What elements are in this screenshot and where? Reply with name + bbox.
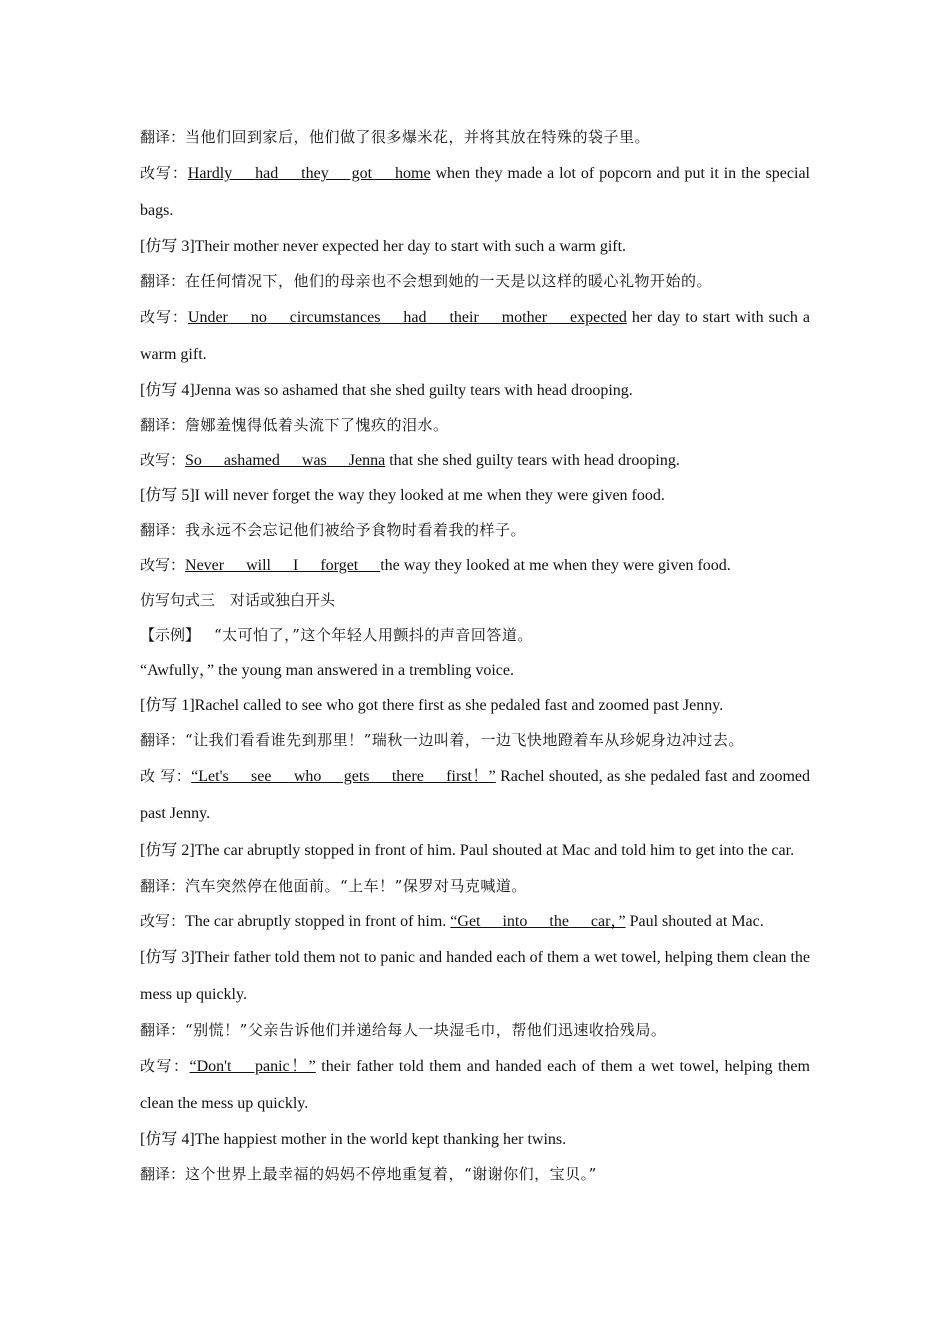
rewrite-answer: “Get into the car，”: [450, 913, 626, 930]
s4-prompt: [仿写 4]Jenna was so ashamed that she shed guilty tears with head drooping.: [140, 382, 633, 399]
translation-label: 翻译：: [140, 1021, 186, 1039]
rewrite-label: 改写：: [140, 556, 186, 574]
example-zh-text: “太可怕了，”这个年轻人用颤抖的声音回答道。: [214, 626, 533, 644]
rewrite-rest: Paul shouted at Mac.: [625, 913, 764, 930]
t3-prompt: [仿写 3]Their father told them not to panic and handed each of them a wet towel, helping them clean the mess up quickly.: [140, 949, 810, 1003]
rewrite-label: 改写：: [140, 308, 188, 326]
s5-rewrite: [140, 548, 810, 583]
t2-translation: [140, 869, 810, 904]
translation-label: 翻译：: [140, 272, 186, 290]
s3-translation: [140, 264, 810, 299]
rewrite-rest: that she shed guilty tears with head drooping.: [385, 452, 680, 469]
s4-translation: [140, 408, 810, 443]
s4-rewrite: [140, 443, 810, 478]
t1-translation: [140, 723, 810, 758]
document-page: [140, 120, 810, 1192]
t3-rewrite: [140, 1048, 810, 1122]
rewrite-answer: “Let's see who gets there first！”: [191, 768, 496, 785]
rewrite-label: 改 写：: [140, 767, 192, 785]
example-label: 【示例】: [140, 626, 201, 644]
example-en: “Awfully，” the young man answered in a trembling voice.: [140, 662, 514, 679]
translation-label: 翻译：: [140, 128, 186, 146]
rewrite-label: 改写：: [140, 164, 188, 182]
rewrite-answer: Never will I forget: [185, 557, 381, 574]
translation-text: 詹娜羞愧得低着头流下了愧疚的泪水。: [185, 416, 449, 434]
rewrite-rest: Rachel shouted, as she pedaled fast and zoomed past Jenny.: [140, 768, 810, 822]
translation-label: 翻译：: [140, 1165, 186, 1183]
translation-label: 翻译：: [140, 731, 186, 749]
rewrite-rest: the way they looked at me when they were given food.: [380, 557, 731, 574]
rewrite-label: 改写：: [140, 1057, 190, 1075]
t3-translation: [140, 1013, 810, 1048]
s5-prompt: [仿写 5]I will never forget the way they looked at me when they were given food.: [140, 487, 665, 504]
s2-rewrite: [140, 155, 810, 229]
rewrite-rest: her day to start with such a warm gift.: [140, 309, 810, 363]
t1-prompt: [仿写 1]Rachel called to see who got there first as she pedaled fast and zoomed past Jenny.: [140, 697, 724, 714]
translation-text: 这个世界上最幸福的妈妈不停地重复着，“谢谢你们，宝贝。”: [185, 1165, 597, 1183]
translation-text: “让我们看看谁先到那里！”瑞秋一边叫着，一边飞快地蹬着车从珍妮身边冲过去。: [185, 731, 744, 749]
section-heading: 仿写句式三 对话或独白开头: [140, 591, 336, 609]
rewrite-answer: “Don't panic！”: [189, 1058, 316, 1075]
rewrite-label: 改写：: [140, 912, 186, 930]
t2-rewrite: [140, 904, 810, 939]
rewrite-rest: when they made a lot of popcorn and put it in the special bags.: [140, 165, 810, 219]
s3-prompt: [仿写 3]Their mother never expected her day to start with such a warm gift.: [140, 238, 627, 255]
s5-translation: [140, 513, 810, 548]
translation-label: 翻译：: [140, 877, 186, 895]
t4-prompt: [仿写 4]The happiest mother in the world kept thanking her twins.: [140, 1131, 567, 1148]
rewrite-answer: Hardly had they got home: [187, 165, 431, 182]
example-zh: [140, 618, 810, 653]
translation-text: 当他们回到家后，他们做了很多爆米花，并将其放在特殊的袋子里。: [185, 128, 651, 146]
translation-label: 翻译：: [140, 521, 186, 539]
rewrite-answer: So ashamed was Jenna: [185, 452, 386, 469]
rewrite-rest: their father told them and handed each of them a wet towel, helping them clean the mess up quickly.: [140, 1058, 810, 1112]
translation-text: “别慌！”父亲告诉他们并递给每人一块湿毛巾，帮他们迅速收拾残局。: [185, 1021, 667, 1039]
rewrite-pre: The car abruptly stopped in front of him.: [185, 913, 451, 930]
rewrite-label: 改写：: [140, 451, 186, 469]
s2-translation: [140, 120, 810, 155]
s3-rewrite: [140, 299, 810, 373]
t1-rewrite: [140, 758, 810, 832]
t2-prompt: [仿写 2]The car abruptly stopped in front of him. Paul shouted at Mac and told him to get into the car.: [140, 842, 795, 859]
translation-text: 在任何情况下，他们的母亲也不会想到她的一天是以这样的暖心礼物开始的。: [185, 272, 713, 290]
t4-translation: [140, 1157, 810, 1192]
rewrite-answer: Under no circumstances had their mother expected: [187, 309, 627, 326]
translation-label: 翻译：: [140, 416, 186, 434]
translation-text: 汽车突然停在他面前。“上车！”保罗对马克喊道。: [185, 877, 527, 895]
translation-text: 我永远不会忘记他们被给予食物时看着我的样子。: [185, 521, 527, 539]
